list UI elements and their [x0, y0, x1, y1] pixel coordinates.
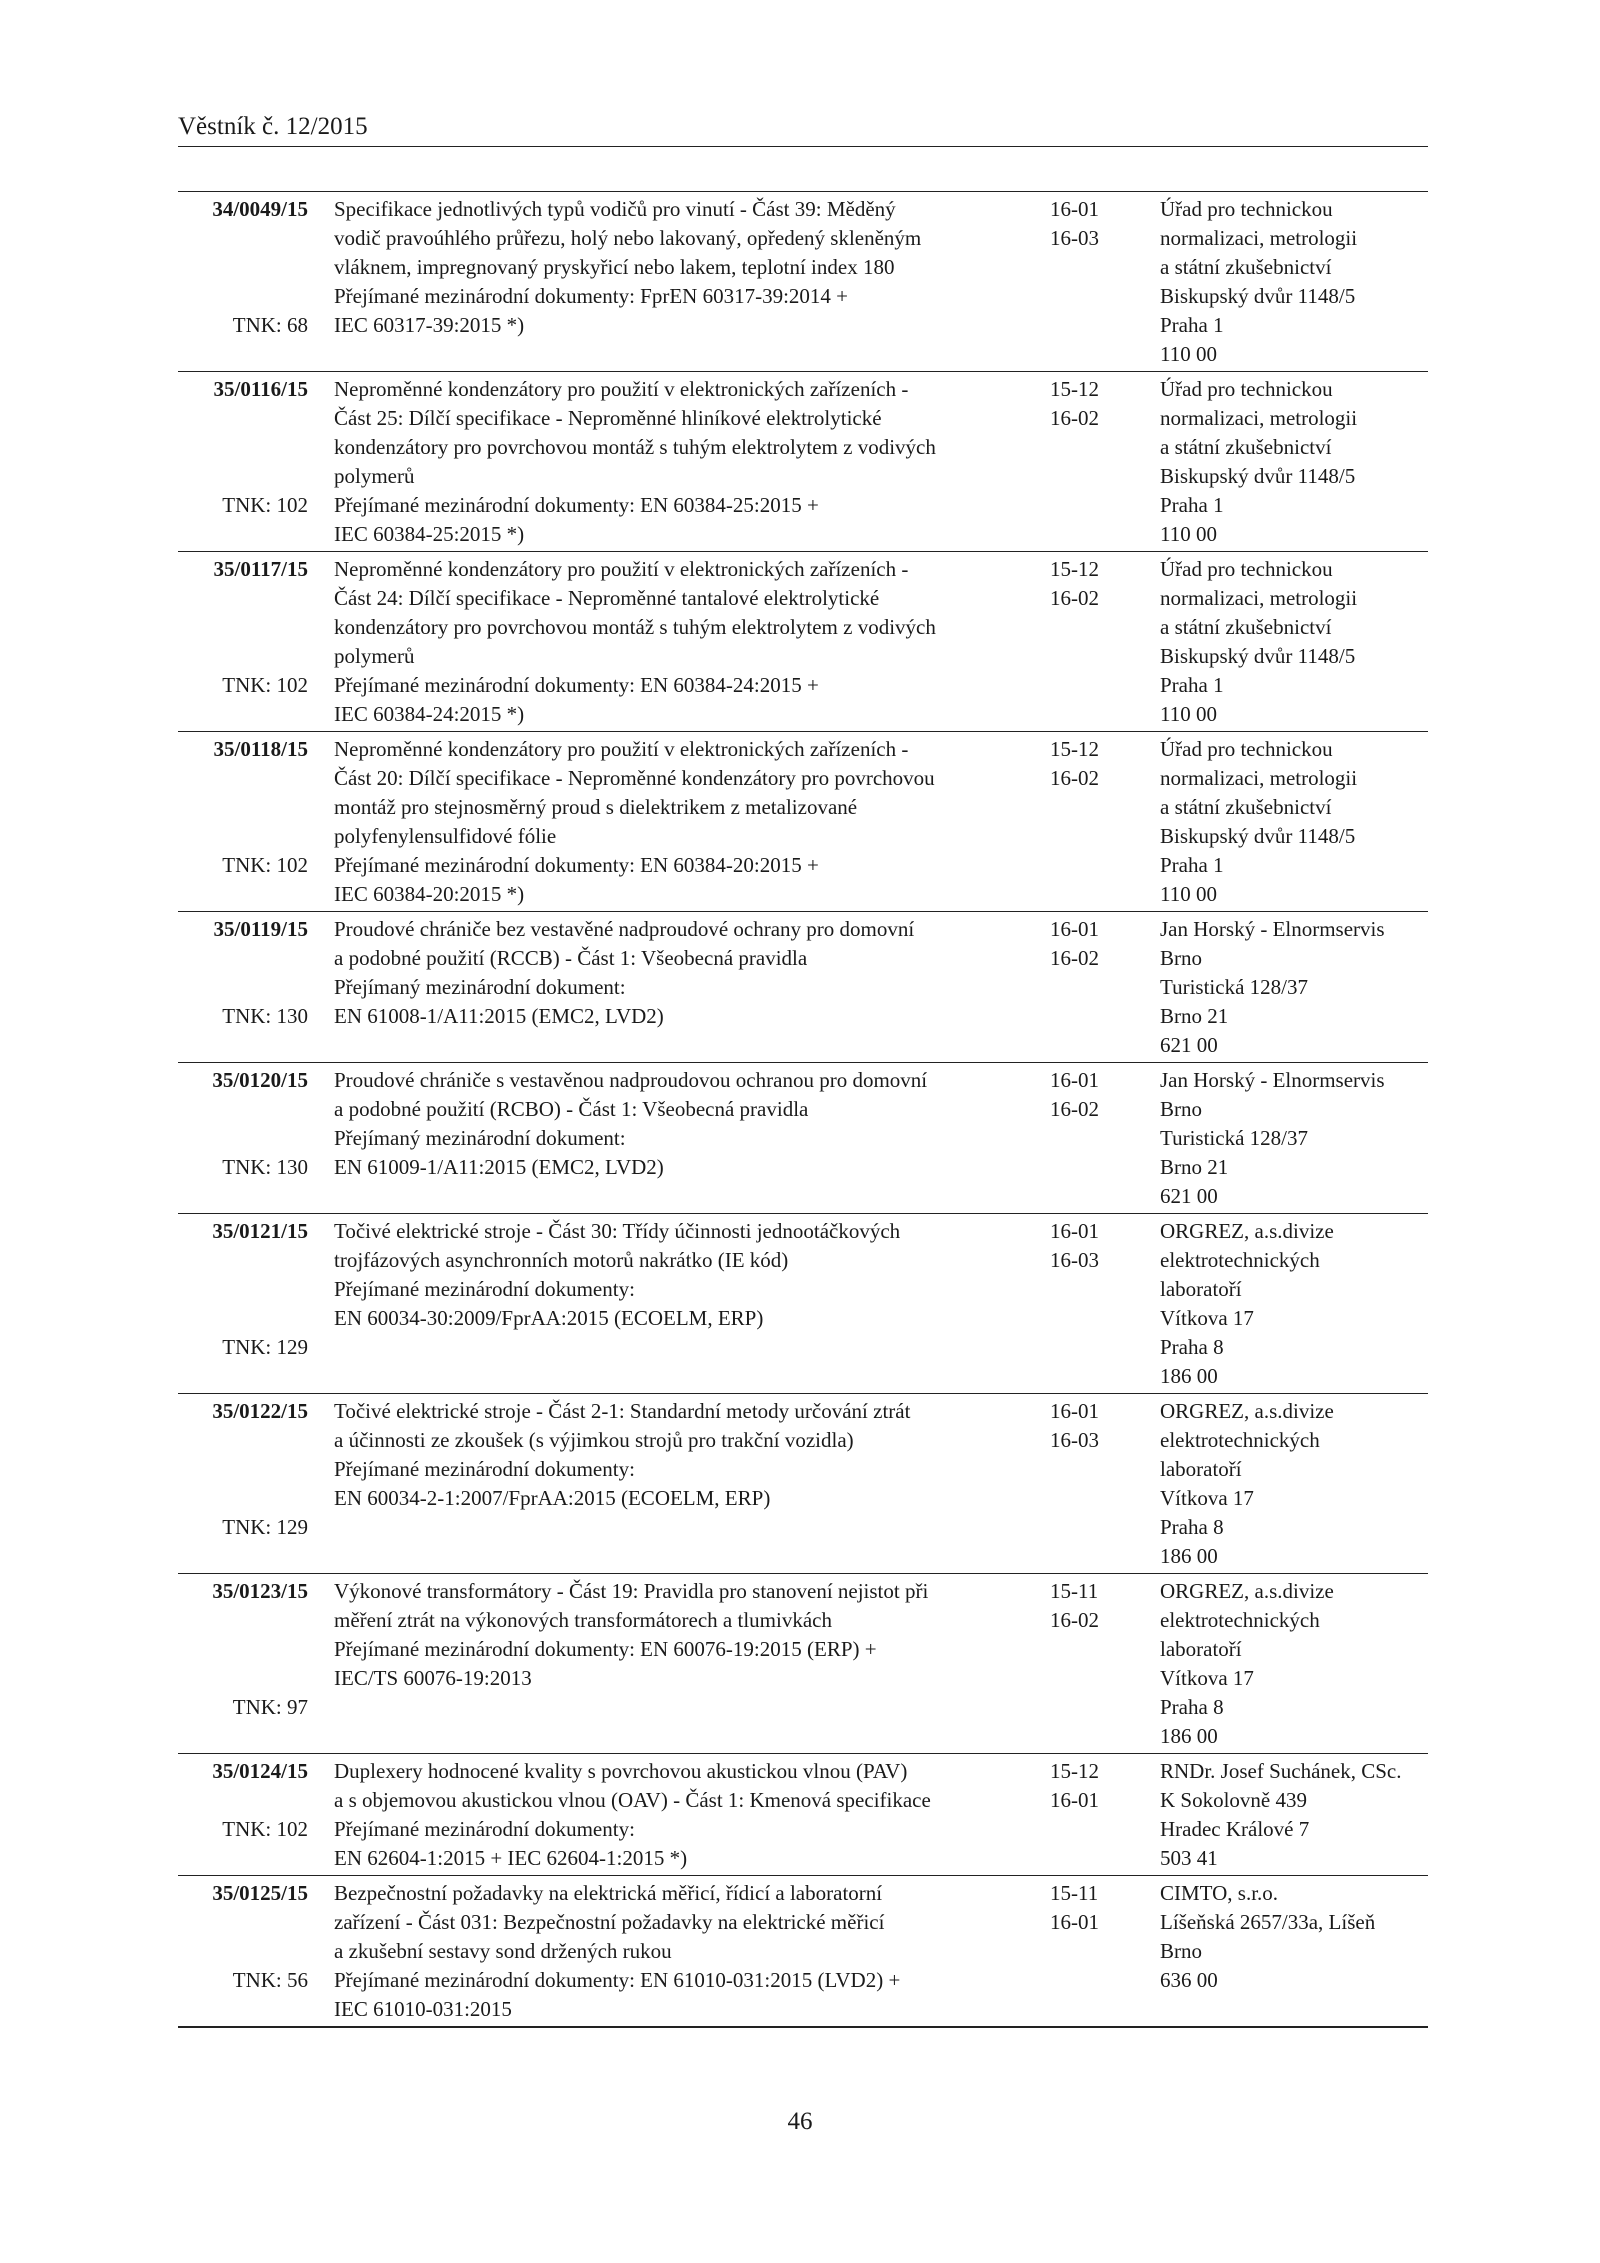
address-cell-line: Líšeňská 2657/33a, Líšeň	[1160, 1910, 1376, 1934]
entry-id: 34/0049/15	[212, 197, 308, 221]
entry-id: 35/0120/15	[212, 1068, 308, 1092]
codes-cell-line: 16-02	[1050, 1097, 1099, 1121]
description-cell-line: polyfenylensulfidové fólie	[334, 824, 557, 848]
address-cell-line: laboratoří	[1160, 1277, 1242, 1301]
description-cell-line: EN 61009-1/A11:2015 (EMC2, LVD2)	[334, 1155, 664, 1179]
address-cell	[1134, 1217, 1428, 1391]
description-cell	[308, 195, 1024, 369]
address-cell	[1134, 735, 1428, 909]
table-row	[178, 1754, 1428, 1876]
table-row	[178, 372, 1428, 552]
address-cell-line: Biskupský dvůr 1148/5	[1160, 284, 1356, 308]
description-cell-line: Výkonové transformátory - Část 19: Pravidla pro stanovení nejistot při	[334, 1579, 929, 1603]
address-cell-line: Biskupský dvůr 1148/5	[1160, 824, 1356, 848]
address-cell-line: 186 00	[1160, 1544, 1218, 1568]
tnk-label: TNK: 130	[222, 1155, 308, 1179]
description-cell-line: a podobné použití (RCBO) - Část 1: Všeobecná pravidla	[334, 1097, 809, 1121]
address-cell-line: 110 00	[1160, 522, 1217, 546]
address-cell-line: a státní zkušebnictví	[1160, 795, 1332, 819]
description-cell-line: Přejímané mezinárodní dokumenty: EN 60384-20:2015 +	[334, 853, 819, 877]
description-cell-line: měření ztrát na výkonových transformátorech a tlumivkách	[334, 1608, 832, 1632]
address-cell-line: 110 00	[1160, 882, 1217, 906]
codes-cell	[1024, 1066, 1134, 1211]
entry-id: 35/0121/15	[212, 1219, 308, 1243]
codes-cell	[1024, 1879, 1134, 2024]
codes-cell-line: 15-12	[1050, 557, 1099, 581]
address-cell-line: normalizaci, metrologii	[1160, 586, 1358, 610]
address-cell-line: Praha 8	[1160, 1695, 1224, 1719]
tnk-label: TNK: 102	[222, 673, 308, 697]
codes-cell-line: 16-03	[1050, 226, 1099, 250]
description-cell	[308, 915, 1024, 1060]
description-cell-line: Bezpečnostní požadavky na elektrická měřicí, řídicí a laboratorní	[334, 1881, 883, 1905]
description-cell-line: Přejímané mezinárodní dokumenty: EN 60076-19:2015 (ERP) +	[334, 1637, 877, 1661]
address-cell-line: 186 00	[1160, 1724, 1218, 1748]
address-cell-line: elektrotechnických	[1160, 1248, 1320, 1272]
codes-cell	[1024, 555, 1134, 729]
address-cell-line: Praha 1	[1160, 853, 1224, 877]
address-cell-line: Vítkova 17	[1160, 1666, 1254, 1690]
address-cell-line: Turistická 128/37	[1160, 1126, 1308, 1150]
description-cell-line: Přejímaný mezinárodní dokument:	[334, 1126, 626, 1150]
description-cell-line: Přejímané mezinárodní dokumenty:	[334, 1457, 635, 1481]
table-row	[178, 1876, 1428, 2028]
table-row	[178, 912, 1428, 1063]
address-cell-line: RNDr. Josef Suchánek, CSc.	[1160, 1759, 1402, 1783]
description-cell-line: IEC 60384-24:2015 *)	[334, 702, 525, 726]
address-cell-line: CIMTO, s.r.o.	[1160, 1881, 1279, 1905]
codes-cell-line: 16-02	[1050, 1608, 1099, 1632]
address-cell-line: Úřad pro technickou	[1160, 197, 1333, 221]
table-row	[178, 1214, 1428, 1394]
description-cell-line: Neproměnné kondenzátory pro použití v elektronických zařízeních -	[334, 737, 909, 761]
description-cell-line: EN 60034-30:2009/FprAA:2015 (ECOELM, ERP)	[334, 1306, 764, 1330]
address-cell-line: Praha 8	[1160, 1335, 1224, 1359]
codes-cell	[1024, 1397, 1134, 1571]
description-cell-line: Přejímaný mezinárodní dokument:	[334, 975, 626, 999]
address-cell	[1134, 375, 1428, 549]
address-cell-line: Brno	[1160, 1097, 1202, 1121]
address-cell	[1134, 1757, 1428, 1873]
codes-cell-line: 16-02	[1050, 406, 1099, 430]
address-cell-line: Úřad pro technickou	[1160, 737, 1333, 761]
id-cell	[178, 555, 308, 729]
table-row	[178, 1063, 1428, 1214]
description-cell-line: IEC 60317-39:2015 *)	[334, 313, 525, 337]
description-cell	[308, 1879, 1024, 2024]
id-cell	[178, 915, 308, 1060]
codes-cell-line: 16-01	[1050, 197, 1099, 221]
description-cell	[308, 555, 1024, 729]
description-cell-line: zařízení - Část 031: Bezpečnostní požadavky na elektrické měřicí	[334, 1910, 885, 1934]
address-cell	[1134, 1879, 1428, 2024]
description-cell-line: a s objemovou akustickou vlnou (OAV) - Část 1: Kmenová specifikace	[334, 1788, 931, 1812]
address-cell-line: Praha 8	[1160, 1515, 1224, 1539]
codes-cell	[1024, 915, 1134, 1060]
codes-cell-line: 16-03	[1050, 1248, 1099, 1272]
address-cell-line: normalizaci, metrologii	[1160, 406, 1358, 430]
description-cell-line: EN 60034-2-1:2007/FprAA:2015 (ECOELM, ERP)	[334, 1486, 771, 1510]
address-cell-line: laboratoří	[1160, 1637, 1242, 1661]
tnk-label: TNK: 56	[232, 1968, 308, 1992]
codes-cell-line: 16-03	[1050, 1428, 1099, 1452]
description-cell-line: Točivé elektrické stroje - Část 30: Třídy účinnosti jednootáčkových	[334, 1219, 901, 1243]
codes-cell-line: 15-11	[1050, 1881, 1099, 1905]
address-cell-line: 621 00	[1160, 1184, 1218, 1208]
tnk-label: TNK: 129	[222, 1335, 308, 1359]
address-cell-line: ORGREZ, a.s.divize	[1160, 1399, 1334, 1423]
description-cell	[308, 735, 1024, 909]
id-cell	[178, 1066, 308, 1211]
description-cell-line: EN 61008-1/A11:2015 (EMC2, LVD2)	[334, 1004, 664, 1028]
description-cell-line: Přejímané mezinárodní dokumenty:	[334, 1277, 635, 1301]
codes-cell-line: 15-11	[1050, 1579, 1099, 1603]
address-cell-line: ORGREZ, a.s.divize	[1160, 1579, 1334, 1603]
description-cell-line: montáž pro stejnosměrný proud s dielektrikem z metalizované	[334, 795, 858, 819]
description-cell-line: Točivé elektrické stroje - Část 2-1: Standardní metody určování ztrát	[334, 1399, 911, 1423]
tnk-label: TNK: 97	[232, 1695, 308, 1719]
codes-cell	[1024, 375, 1134, 549]
id-cell	[178, 1879, 308, 2024]
description-cell-line: Přejímané mezinárodní dokumenty: FprEN 60317-39:2014 +	[334, 284, 849, 308]
codes-cell	[1024, 735, 1134, 909]
codes-cell-line: 15-12	[1050, 737, 1099, 761]
address-cell-line: Úřad pro technickou	[1160, 557, 1333, 581]
address-cell	[1134, 195, 1428, 369]
description-cell-line: IEC/TS 60076-19:2013	[334, 1666, 532, 1690]
description-cell-line: IEC 61010-031:2015	[334, 1997, 512, 2021]
description-cell	[308, 1066, 1024, 1211]
address-cell-line: Brno	[1160, 1939, 1202, 1963]
description-cell-line: IEC 60384-20:2015 *)	[334, 882, 525, 906]
address-cell-line: normalizaci, metrologii	[1160, 766, 1358, 790]
description-cell-line: polymerů	[334, 464, 415, 488]
codes-cell-line: 15-12	[1050, 1759, 1099, 1783]
address-cell	[1134, 1066, 1428, 1211]
id-cell	[178, 1577, 308, 1751]
id-cell	[178, 195, 308, 369]
address-cell	[1134, 1397, 1428, 1571]
address-cell-line: 636 00	[1160, 1968, 1218, 1992]
address-cell-line: Praha 1	[1160, 493, 1224, 517]
tnk-label: TNK: 102	[222, 853, 308, 877]
id-cell	[178, 735, 308, 909]
tnk-label: TNK: 68	[232, 313, 308, 337]
codes-cell	[1024, 195, 1134, 369]
description-cell-line: a podobné použití (RCCB) - Část 1: Všeobecná pravidla	[334, 946, 808, 970]
description-cell-line: kondenzátory pro povrchovou montáž s tuhým elektrolytem z vodivých	[334, 435, 936, 459]
description-cell-line: Duplexery hodnocené kvality s povrchovou akustickou vlnou (PAV)	[334, 1759, 908, 1783]
address-cell-line: 110 00	[1160, 702, 1217, 726]
table-row	[178, 1574, 1428, 1754]
description-cell	[308, 1397, 1024, 1571]
codes-cell	[1024, 1217, 1134, 1391]
description-cell-line: Část 20: Dílčí specifikace - Neproměnné kondenzátory pro povrchovou	[334, 766, 935, 790]
address-cell-line: Biskupský dvůr 1148/5	[1160, 644, 1356, 668]
description-cell-line: kondenzátory pro povrchovou montáž s tuhým elektrolytem z vodivých	[334, 615, 936, 639]
address-cell-line: Turistická 128/37	[1160, 975, 1308, 999]
address-cell-line: normalizaci, metrologii	[1160, 226, 1358, 250]
address-cell-line: Vítkova 17	[1160, 1486, 1254, 1510]
codes-cell	[1024, 1757, 1134, 1873]
description-cell-line: vodič pravoúhlého průřezu, holý nebo lakovaný, opředený skleněným	[334, 226, 922, 250]
codes-cell-line: 16-01	[1050, 1068, 1099, 1092]
page-number: 46	[787, 2108, 813, 2135]
header-rule	[178, 146, 1428, 147]
description-cell-line: polymerů	[334, 644, 415, 668]
address-cell-line: elektrotechnických	[1160, 1428, 1320, 1452]
entry-id: 35/0119/15	[213, 917, 308, 941]
address-cell-line: Jan Horský - Elnormservis	[1160, 1068, 1385, 1092]
table-row	[178, 192, 1428, 372]
id-cell	[178, 375, 308, 549]
description-cell-line: Neproměnné kondenzátory pro použití v elektronických zařízeních -	[334, 377, 909, 401]
codes-cell-line: 16-01	[1050, 1788, 1099, 1812]
table-row	[178, 732, 1428, 912]
description-cell-line: Proudové chrániče s vestavěnou nadproudovou ochranou pro domovní	[334, 1068, 928, 1092]
entry-id: 35/0123/15	[212, 1579, 308, 1603]
entry-id: 35/0122/15	[212, 1399, 308, 1423]
address-cell-line: Brno 21	[1160, 1155, 1229, 1179]
address-cell-line: Brno 21	[1160, 1004, 1229, 1028]
tnk-label: TNK: 129	[222, 1515, 308, 1539]
codes-cell-line: 15-12	[1050, 377, 1099, 401]
address-cell-line: 110 00	[1160, 342, 1217, 366]
description-cell-line: EN 62604-1:2015 + IEC 62604-1:2015 *)	[334, 1846, 688, 1870]
table-row	[178, 1394, 1428, 1574]
codes-cell-line: 16-01	[1050, 1910, 1099, 1934]
description-cell-line: Přejímané mezinárodní dokumenty: EN 60384-24:2015 +	[334, 673, 819, 697]
address-cell-line: Vítkova 17	[1160, 1306, 1254, 1330]
tnk-label: TNK: 102	[222, 1817, 308, 1841]
table-row	[178, 552, 1428, 732]
address-cell-line: Praha 1	[1160, 313, 1224, 337]
address-cell-line: K Sokolovně 439	[1160, 1788, 1307, 1812]
description-cell-line: Specifikace jednotlivých typů vodičů pro vinutí - Část 39: Měděný	[334, 197, 896, 221]
description-cell-line: Část 25: Dílčí specifikace - Neproměnné hliníkové elektrolytické	[334, 406, 882, 430]
entry-id: 35/0116/15	[213, 377, 308, 401]
page-header-title: Věstník č. 12/2015	[178, 113, 368, 140]
description-cell-line: Přejímané mezinárodní dokumenty: EN 60384-25:2015 +	[334, 493, 819, 517]
entry-id: 35/0124/15	[212, 1759, 308, 1783]
address-cell-line: elektrotechnických	[1160, 1608, 1320, 1632]
description-cell-line: Přejímané mezinárodní dokumenty: EN 61010-031:2015 (LVD2) +	[334, 1968, 901, 1992]
entry-id: 35/0117/15	[213, 557, 308, 581]
description-cell-line: a zkušební sestavy sond držených rukou	[334, 1939, 672, 1963]
codes-cell-line: 16-02	[1050, 586, 1099, 610]
id-cell	[178, 1217, 308, 1391]
address-cell-line: a státní zkušebnictví	[1160, 255, 1332, 279]
codes-cell-line: 16-01	[1050, 1219, 1099, 1243]
address-cell-line: Jan Horský - Elnormservis	[1160, 917, 1385, 941]
address-cell-line: laboratoří	[1160, 1457, 1242, 1481]
id-cell	[178, 1397, 308, 1571]
tnk-label: TNK: 130	[222, 1004, 308, 1028]
address-cell-line: 621 00	[1160, 1033, 1218, 1057]
address-cell-line: a státní zkušebnictví	[1160, 435, 1332, 459]
codes-cell-line: 16-02	[1050, 766, 1099, 790]
description-cell	[308, 1757, 1024, 1873]
address-cell-line: Biskupský dvůr 1148/5	[1160, 464, 1356, 488]
address-cell-line: Brno	[1160, 946, 1202, 970]
entry-id: 35/0118/15	[213, 737, 308, 761]
codes-cell-line: 16-01	[1050, 1399, 1099, 1423]
address-cell	[1134, 555, 1428, 729]
description-cell	[308, 1217, 1024, 1391]
codes-cell	[1024, 1577, 1134, 1751]
description-cell	[308, 375, 1024, 549]
address-cell	[1134, 1577, 1428, 1751]
tnk-label: TNK: 102	[222, 493, 308, 517]
description-cell-line: Část 24: Dílčí specifikace - Neproměnné tantalové elektrolytické	[334, 586, 880, 610]
description-cell-line: Neproměnné kondenzátory pro použití v elektronických zařízeních -	[334, 557, 909, 581]
description-cell-line: Přejímané mezinárodní dokumenty:	[334, 1817, 635, 1841]
address-cell-line: Úřad pro technickou	[1160, 377, 1333, 401]
codes-cell-line: 16-02	[1050, 946, 1099, 970]
description-cell-line: trojfázových asynchronních motorů nakrátko (IE kód)	[334, 1248, 789, 1272]
id-cell	[178, 1757, 308, 1873]
standards-table	[178, 191, 1428, 2028]
description-cell	[308, 1577, 1024, 1751]
address-cell-line: Praha 1	[1160, 673, 1224, 697]
description-cell-line: a účinnosti ze zkoušek (s výjimkou strojů pro trakční vozidla)	[334, 1428, 854, 1452]
address-cell-line: Hradec Králové 7	[1160, 1817, 1310, 1841]
description-cell-line: vláknem, impregnovaný pryskyřicí nebo lakem, teplotní index 180	[334, 255, 895, 279]
description-cell-line: Proudové chrániče bez vestavěné nadproudové ochrany pro domovní	[334, 917, 915, 941]
description-cell-line: IEC 60384-25:2015 *)	[334, 522, 525, 546]
address-cell-line: a státní zkušebnictví	[1160, 615, 1332, 639]
entry-id: 35/0125/15	[212, 1881, 308, 1905]
address-cell-line: ORGREZ, a.s.divize	[1160, 1219, 1334, 1243]
address-cell-line: 503 41	[1160, 1846, 1218, 1870]
address-cell	[1134, 915, 1428, 1060]
address-cell-line: 186 00	[1160, 1364, 1218, 1388]
codes-cell-line: 16-01	[1050, 917, 1099, 941]
